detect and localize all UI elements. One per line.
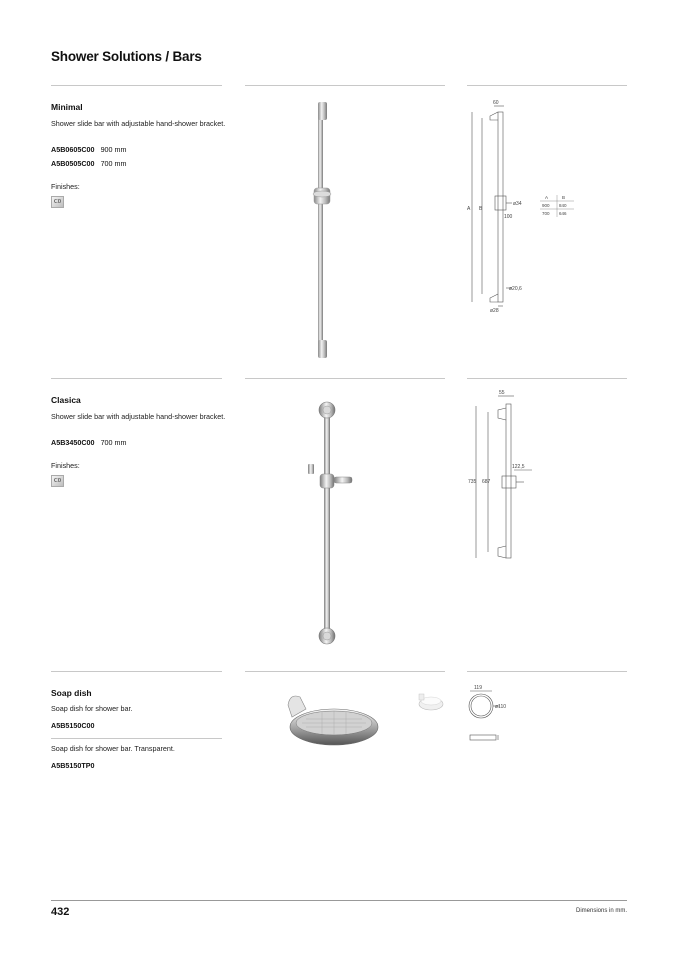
table-cell: 900: [542, 203, 550, 208]
product-size: 900 mm: [100, 145, 127, 154]
dim-label-a: A: [467, 206, 471, 212]
product-code-row: [51, 438, 127, 447]
dim-bracket: ø34: [513, 201, 522, 207]
dim-height-a: 735: [468, 479, 477, 485]
item-divider: [51, 738, 222, 739]
dim-tube: ø20,6: [509, 286, 522, 292]
table-header-b: B: [562, 195, 566, 200]
product-description: Shower slide bar with adjustable hand-shower bracket.: [51, 412, 226, 421]
product-code: A5B3450C00: [51, 438, 95, 447]
section-divider: [51, 378, 222, 379]
product-description: Soap dish for shower bar. Transparent.: [51, 744, 175, 753]
page-number: 432: [51, 906, 70, 918]
section-divider: [467, 378, 627, 379]
soap-dish-transparent-thumb: [416, 688, 446, 716]
table-cell: 646: [559, 211, 567, 216]
section-divider: [467, 671, 627, 672]
footer-divider: [51, 900, 627, 901]
section-divider: [51, 85, 222, 86]
table-cell: 700: [542, 211, 550, 216]
product-code: A5B0605C00: [51, 145, 95, 154]
dim-height-b: 687: [482, 479, 491, 485]
section-divider: [51, 671, 222, 672]
product-heading-soap-dish: Soap dish: [51, 688, 92, 698]
product-size: 700 mm: [100, 159, 127, 168]
product-code-row: [51, 145, 127, 154]
finish-swatch-chrome: C0: [51, 196, 64, 208]
dim-label-b: B: [479, 206, 483, 212]
dim-diameter: ø110: [495, 704, 507, 710]
minimal-bar-photo: [300, 98, 350, 363]
dim-side: 122,5: [512, 464, 525, 470]
finishes-label: Finishes:: [51, 461, 80, 470]
soap-dish-technical-drawing: [462, 684, 542, 748]
dimensions-note: Dimensions in mm.: [575, 908, 627, 914]
product-heading-minimal: Minimal: [51, 102, 83, 112]
section-divider: [245, 671, 445, 672]
clasica-technical-drawing: [462, 390, 592, 570]
table-header-a: A: [545, 195, 549, 200]
table-cell: 840: [559, 203, 567, 208]
dim-base: ø28: [490, 308, 499, 314]
product-code: A5B5150C00: [51, 721, 95, 730]
finishes-label: Finishes:: [51, 182, 80, 191]
dim-top-width: 60: [493, 100, 499, 106]
product-heading-clasica: Clasica: [51, 395, 81, 405]
product-code: A5B5150TP0: [51, 761, 95, 770]
minimal-technical-drawing: [462, 98, 592, 318]
product-code-row: [51, 159, 127, 168]
dim-top-width: 55: [499, 390, 505, 396]
section-divider: [245, 378, 445, 379]
page-title: Shower Solutions / Bars: [51, 49, 202, 64]
finish-swatch-chrome: C0: [51, 475, 64, 487]
product-description: Shower slide bar with adjustable hand-shower bracket.: [51, 119, 226, 128]
soap-dish-photo: [278, 683, 388, 763]
product-code: A5B0505C00: [51, 159, 95, 168]
clasica-bar-photo: [300, 398, 360, 660]
dim-width: 119: [474, 685, 482, 691]
dim-bracket-offset: 100: [504, 214, 513, 220]
section-divider: [467, 85, 627, 86]
section-divider: [245, 85, 445, 86]
product-description: Soap dish for shower bar.: [51, 704, 133, 713]
product-size: 700 mm: [100, 438, 127, 447]
